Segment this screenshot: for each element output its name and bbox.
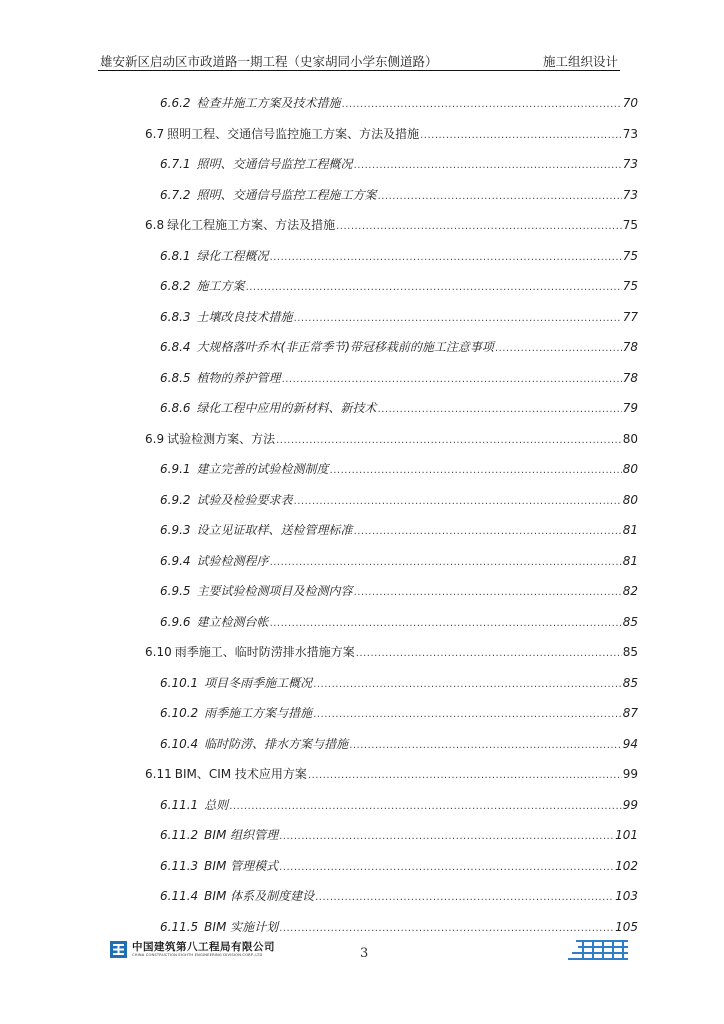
toc-dot-leader — [495, 339, 622, 357]
toc-entry-title: BIM 实施计划 — [204, 919, 279, 934]
toc-entry-title: 试验检测程序 — [196, 553, 269, 568]
toc-entry-title: 主要试验检测项目及检测内容 — [196, 584, 353, 598]
toc-entry-page: 101 — [615, 828, 638, 842]
toc-entry-number: 6.8.6 — [160, 401, 191, 415]
toc-entry-title: 项目冬雨季施工概况 — [204, 675, 313, 690]
toc-dot-leader — [330, 461, 622, 479]
toc-dot-leader — [315, 888, 614, 906]
toc-entry-number: 6.10.4 — [160, 736, 199, 751]
toc-entry[interactable] — [160, 583, 638, 601]
toc-entry-title: BIM 管理模式 — [204, 858, 279, 873]
toc-entry-number: 6.11.4 — [160, 889, 199, 903]
toc-entry[interactable] — [160, 187, 638, 205]
page-number: 3 — [360, 946, 369, 961]
toc-entry[interactable] — [160, 461, 638, 479]
toc-entry-title: 检查井施工方案及技术措施 — [196, 96, 341, 110]
toc-entry-title: 绿化工程中应用的新材料、新技术 — [196, 401, 377, 415]
toc-entry-number: 6.8.3 — [160, 309, 191, 324]
toc-entry-title: 雨季施工、临时防涝排水措施方案 — [174, 645, 355, 659]
toc-entry[interactable] — [160, 156, 638, 174]
toc-entry-number: 6.9 — [145, 431, 165, 446]
toc-entry[interactable] — [160, 888, 638, 906]
toc-entry-number: 6.8.5 — [160, 370, 191, 385]
toc-entry-number: 6.8.2 — [160, 279, 191, 293]
toc-entry-title: 植物的养护管理 — [196, 370, 281, 385]
toc-entry-page: 94 — [622, 736, 638, 751]
cscec-logo-icon — [110, 941, 127, 958]
toc-entry-page: 73 — [622, 187, 638, 202]
toc-dot-leader — [354, 156, 622, 174]
page-header — [98, 50, 620, 70]
toc-entry-page: 105 — [615, 919, 638, 934]
header-section-title: 施工组织设计 — [542, 54, 618, 69]
toc-dot-leader — [313, 675, 622, 693]
toc-entry-title: 大规格落叶乔木(非正常季节)带冠移栽前的施工注意事项 — [196, 340, 494, 354]
toc-dot-leader — [270, 553, 622, 571]
toc-entry-title: BIM 组织管理 — [204, 828, 279, 842]
toc-entry-page: 99 — [622, 797, 638, 812]
toc-entry-title: 照明工程、交通信号监控施工方案、方法及措施 — [167, 126, 420, 141]
toc-dot-leader — [378, 400, 622, 418]
toc-entry-number: 6.10 — [145, 645, 172, 659]
toc-entry-page: 79 — [622, 401, 638, 415]
toc-entry-page: 85 — [622, 614, 638, 629]
toc-entry[interactable] — [160, 339, 638, 357]
toc-entry-number: 6.11.5 — [160, 919, 199, 934]
toc-entry-title: 照明、交通信号监控工程概况 — [196, 157, 353, 171]
toc-entry[interactable] — [160, 553, 638, 571]
toc-entry-page: 75 — [622, 279, 638, 293]
company-logo — [110, 939, 288, 963]
toc-dot-leader — [270, 248, 622, 266]
toc-entry-page: 75 — [622, 248, 638, 263]
toc-entry-title: 建立检测台帐 — [196, 614, 269, 629]
toc-entry[interactable] — [145, 217, 638, 235]
toc-entry-title: 总则 — [204, 797, 229, 812]
toc-entry[interactable] — [160, 705, 638, 723]
toc-entry-title: 试验检测方案、方法 — [167, 431, 276, 446]
toc-dot-leader — [378, 187, 622, 205]
toc-entry-number: 6.6.2 — [160, 96, 191, 110]
toc-entry[interactable] — [160, 614, 638, 632]
toc-entry-number: 6.8.4 — [160, 340, 191, 354]
toc-entry-title: 绿化工程施工方案、方法及措施 — [167, 218, 336, 232]
toc-entry[interactable] — [145, 766, 638, 784]
toc-entry-number: 6.9.6 — [160, 614, 191, 629]
toc-entry-page: 73 — [622, 126, 638, 141]
toc-entry-page: 70 — [622, 96, 638, 110]
toc-entry-title: 试验及检验要求表 — [196, 492, 293, 507]
toc-entry-page: 73 — [622, 157, 638, 171]
footer-decoration-icon — [568, 938, 632, 964]
header-document-title: 雄安新区启动区市政道路一期工程（史家胡同小学东侧道路） — [100, 54, 438, 69]
toc-dot-leader — [270, 614, 622, 632]
toc-dot-leader — [294, 309, 622, 327]
toc-entry[interactable] — [145, 431, 638, 449]
toc-entry[interactable] — [160, 675, 638, 693]
toc-entry-number: 6.10.1 — [160, 675, 199, 690]
toc-dot-leader — [229, 797, 622, 815]
toc-entry-title: 照明、交通信号监控工程施工方案 — [196, 187, 377, 202]
toc-entry-page: 85 — [622, 675, 638, 690]
toc-entry-number: 6.9.3 — [160, 523, 191, 537]
toc-entry-page: 75 — [622, 218, 638, 232]
toc-entry-number: 6.7.1 — [160, 157, 191, 171]
toc-entry[interactable] — [160, 370, 638, 388]
toc-entry-page: 103 — [615, 889, 638, 903]
toc-entry[interactable] — [160, 797, 638, 815]
toc-entry-page: 82 — [622, 584, 638, 598]
toc-dot-leader — [342, 95, 622, 113]
toc-dot-leader — [279, 919, 614, 937]
toc-dot-leader — [420, 126, 622, 144]
toc-entry-number: 6.8 — [145, 218, 165, 232]
toc-entry-title: 临时防涝、排水方案与措施 — [204, 736, 349, 751]
toc-entry[interactable] — [160, 248, 638, 266]
toc-dot-leader — [354, 522, 622, 540]
toc-dot-leader — [336, 217, 622, 235]
toc-dot-leader — [349, 736, 622, 754]
toc-dot-leader — [313, 705, 622, 723]
toc-dot-leader — [276, 431, 622, 449]
company-name-en: CHINA CONSTRUCTION EIGHTH ENGINEERING DIVISION.CORP.,LTD — [132, 953, 263, 957]
toc-dot-leader — [356, 644, 622, 662]
toc-entry[interactable] — [160, 827, 638, 845]
toc-entry-page: 80 — [622, 431, 638, 446]
toc-entry-page: 78 — [622, 340, 638, 354]
toc-entry-number: 6.9.5 — [160, 584, 191, 598]
toc-dot-leader — [282, 370, 622, 388]
toc-entry-page: 99 — [622, 767, 638, 781]
toc-entry[interactable] — [160, 492, 638, 510]
toc-entry-number: 6.9.2 — [160, 492, 191, 507]
toc-entry-title: 施工方案 — [196, 279, 245, 293]
toc-entry[interactable] — [160, 858, 638, 876]
toc-entry-title: 建立完善的试验检测制度 — [196, 462, 329, 476]
toc-entry-page: 85 — [622, 645, 638, 659]
toc-entry-number: 6.11.3 — [160, 858, 199, 873]
toc-entry-number: 6.11.1 — [160, 797, 199, 812]
toc-entry-page: 87 — [622, 706, 638, 720]
toc-entry-number: 6.8.1 — [160, 248, 191, 263]
toc-entry-page: 77 — [622, 309, 638, 324]
toc-entry-page: 78 — [622, 370, 638, 385]
toc-entry[interactable] — [160, 736, 638, 754]
toc-entry-title: 绿化工程概况 — [196, 248, 269, 263]
toc-entry[interactable] — [160, 919, 638, 937]
toc-entry-page: 80 — [622, 492, 638, 507]
toc-entry-title: 雨季施工方案与措施 — [204, 706, 313, 720]
toc-dot-leader — [279, 858, 614, 876]
toc-entry-number: 6.7 — [145, 126, 165, 141]
toc-entry-number: 6.9.4 — [160, 553, 191, 568]
toc-dot-leader — [308, 766, 622, 784]
toc-entry-title: BIM 体系及制度建设 — [204, 889, 315, 903]
toc-entry-title: 土壤改良技术措施 — [196, 309, 293, 324]
header-divider — [98, 70, 620, 71]
toc-entry[interactable] — [145, 644, 638, 662]
toc-entry-number: 6.11.2 — [160, 828, 199, 842]
toc-entry-page: 81 — [622, 553, 638, 568]
toc-entry-number: 6.9.1 — [160, 462, 191, 476]
toc-dot-leader — [294, 492, 622, 510]
toc-dot-leader — [354, 583, 622, 601]
toc-entry[interactable] — [160, 522, 638, 540]
toc-entry[interactable] — [160, 95, 638, 113]
toc-dot-leader — [246, 278, 622, 296]
toc-entry-number: 6.10.2 — [160, 706, 199, 720]
toc-dot-leader — [279, 827, 614, 845]
toc-entry-page: 81 — [622, 523, 638, 537]
toc-entry-title: 设立见证取样、送检管理标准 — [196, 523, 353, 537]
toc-entry[interactable] — [145, 126, 638, 144]
toc-entry[interactable] — [160, 400, 638, 418]
toc-entry-title: BIM、CIM 技术应用方案 — [174, 767, 307, 781]
company-name-cn: 中国建筑第八工程局有限公司 — [132, 941, 275, 953]
toc-entry[interactable] — [160, 309, 638, 327]
toc-entry-page: 80 — [622, 462, 638, 476]
toc-entry-number: 6.7.2 — [160, 187, 191, 202]
toc-entry-number: 6.11 — [145, 767, 172, 781]
toc-entry-page: 102 — [615, 858, 638, 873]
toc-entry[interactable] — [160, 278, 638, 296]
